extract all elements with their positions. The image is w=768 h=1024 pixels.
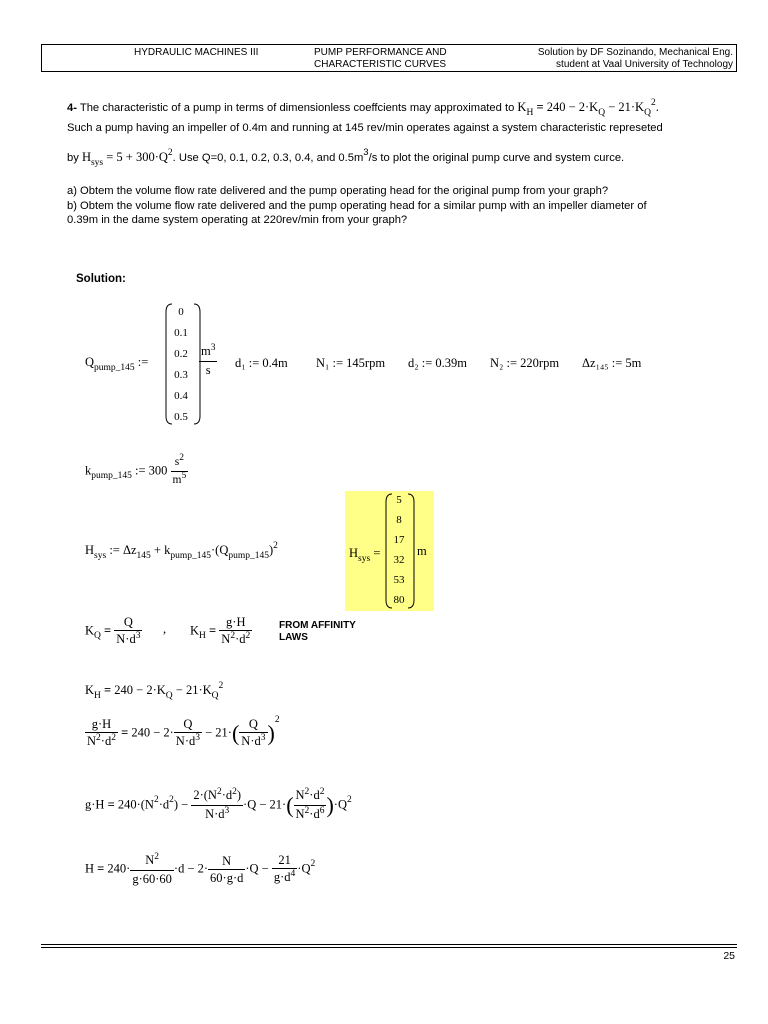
given-n2: N₂ := 220rpm [490,356,560,370]
q-pump-value: 0.3 [174,369,188,381]
footer-rule-bottom [41,947,737,948]
q-pump-vector [168,302,194,428]
question-a: a) Obtem the volume flow rate delivered and the pump operating head for the original pump from your graph? [67,185,609,197]
kh-characteristic: $K_H = 240 - 2\cdot K_Q - 21\cdot K_Q^2$ [85,681,224,701]
given-d2: d₂ := 0.39m [408,356,467,370]
k-pump-equation: $k_{pump\_145}$ := 300 $\frac{s^2}{m^5}$ [85,453,187,486]
problem-line-3: by $H_{sys} = 5 + 300\cdot Q^2$. Use Q=0, 0.1, 0.2, 0.3, 0.4, and $0.5m^3/s$ to plot the original pump curve and system curce. [67,147,625,168]
q-pump-value: 0.4 [174,390,188,402]
footer-rule-top [41,944,737,945]
given-dz: Δz₁₄₅ := 5m [582,356,642,370]
affinity-laws-note [279,620,356,644]
hsys-result-label: $H_{sys}$ = [349,546,381,564]
problem-line-1 [67,98,659,118]
given-d1: d₁ := 0.4m [235,356,288,370]
problem-text-3-end: /s to plot the original pump curve and system curce. [368,152,625,164]
kq-definition: $K_Q$ = $\frac{Q}{N\cdot d^3}$ [85,615,141,646]
problem-line-2: Such a pump having an impeller of 0.4m and running at 145 rev/min operates against a system characteristic represeted [67,122,663,134]
problem-number: 4- [67,102,77,114]
solution-label: Solution: [76,273,126,285]
header-author-line2: student at Vaal University of Technology [556,59,733,70]
affinity-line-1: FROM AFFINITY [279,620,356,631]
header-course: HYDRAULIC MACHINES III [134,47,259,58]
hsys-result-unit: m [417,544,427,558]
hsys-value: 5 [396,494,402,506]
q-pump-value: 0.2 [174,348,188,360]
problem-by: by [67,152,79,164]
hsys-value: 17 [393,534,405,546]
kh-equation-inline: $K_H = 240 - 2\cdot K_Q - 21\cdot K_Q^2$. [517,98,659,118]
hsys-value: 32 [393,554,405,566]
hsys-value: 53 [393,574,405,586]
comma-separator: , [163,622,167,636]
hsys-value: 80 [393,594,405,606]
q-pump-value: 0.1 [174,327,188,339]
q-pump-unit: $\frac{m^3}{s}$ [201,343,216,377]
header-topic-line1: PUMP PERFORMANCE AND [314,47,447,58]
gh-equation: $g\cdot H = 240\cdot(N^2\cdot d^2)$ − $\frac{2\cdot(N^2\cdot d^2)}{N\cdot d^3}$ ·Q − 21·( $\frac{N^2\cdot d^2}{N^2\cdot d^6}$ )$\cdot Q^2$ [85,787,352,821]
k-pump-value: 300 [148,463,168,478]
problem-text-3: . Use Q=0, 0.1, 0.2, 0.3, 0.4, and 0.5m [172,152,364,164]
q-pump-value: 0.5 [174,411,188,423]
question-b-line1: b) Obtem the volume flow rate delivered and the pump operating head for a similar pump with an impeller diameter of [67,200,647,212]
h-equation: H = 240· $\frac{N^2}{g\cdot 60\cdot 60}$ ·d − 2· $\frac{N}{60\cdot g\cdot d}$ ·Q − $\frac{21}{g\cdot d^4}$ $\cdot Q^2$ [85,852,316,886]
page-header [41,44,737,72]
kh-definition: $K_H$ = $\frac{g\cdot H}{N^2\cdot d^2}$ [190,615,251,646]
header-topic-line2: CHARACTERISTIC CURVES [314,59,447,70]
q-pump-value: 0 [178,306,184,318]
question-b-line2: 0.39m in the dame system operating at 220rev/min from your graph? [67,214,408,226]
substituted-equation: $\frac{g\cdot H}{N^2\cdot d^2}$ = 240 − 2· $\frac{Q}{N\cdot d^3}$ − 21·( $\frac{Q}{N\cdot d^3}$ )$^2$ [87,715,280,748]
affinity-line-2: LAWS [279,632,308,643]
hsys-equation-inline: $H_{sys} = 5 + 300\cdot Q^2$ [81,148,173,168]
given-n1: N₁ := 145rpm [316,356,386,370]
hsys-definition: $H_{sys}$ := $\Delta z_{145} + k_{pump\_145}\cdot(Q_{pump\_145})^2$ [85,541,278,561]
header-author-line1: Solution by DF Sozinando, Mechanical Eng. [537,47,733,58]
q-pump-label: $Q_{pump\_145}$ := [85,355,149,373]
problem-text-1: The characteristic of a pump in terms of dimensionless coeffcients may approximated to [79,102,515,114]
hsys-result-vector [388,490,410,610]
hsys-value: 8 [396,514,402,526]
page-number: 25 [723,950,735,962]
